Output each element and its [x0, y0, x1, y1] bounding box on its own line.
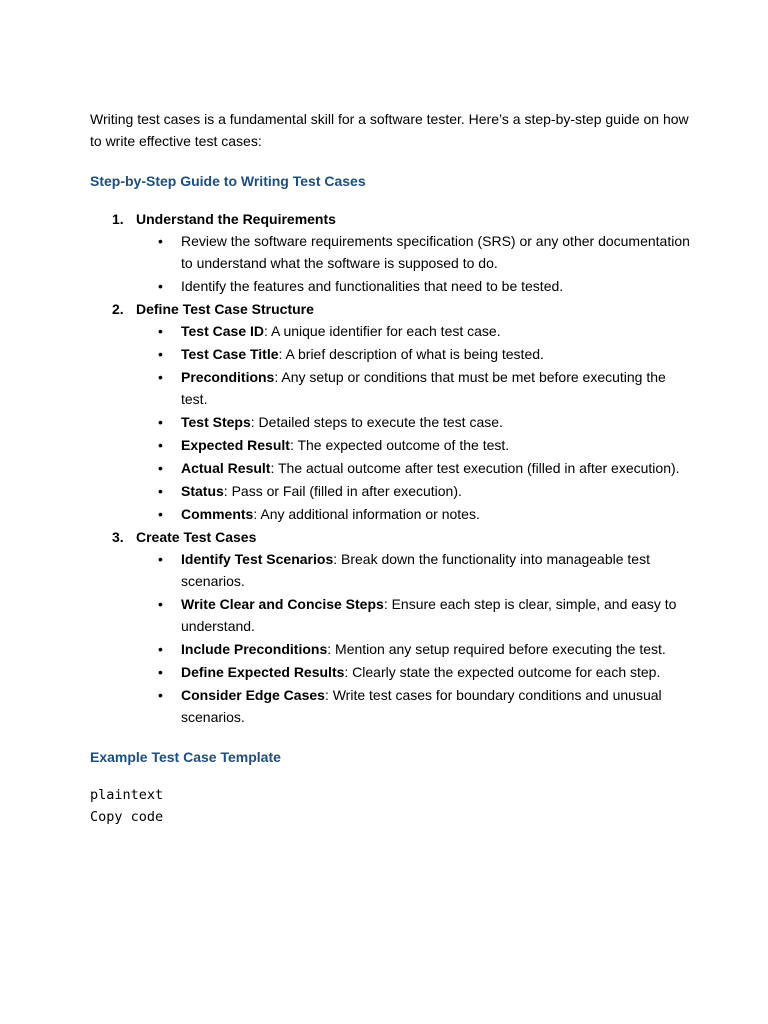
step-title: [90, 208, 690, 230]
bullet-icon: •: [158, 483, 163, 499]
item-text: : The actual outcome after test execution (filled in after execution).: [270, 460, 680, 476]
list-item: [90, 320, 690, 342]
item-text: : Any setup or conditions that must be met before executing the test.: [181, 369, 666, 407]
sub-list: [90, 230, 690, 297]
item-term: Consider Edge Cases: [181, 687, 325, 703]
code-language-label: plaintext: [90, 787, 164, 803]
bullet-icon: •: [158, 414, 163, 430]
list-item: [90, 503, 690, 525]
bullet-icon: •: [158, 437, 163, 453]
example-heading: Example Test Case Template: [90, 749, 281, 765]
step-title-text: Create Test Cases: [136, 529, 257, 545]
item-term: Test Case Title: [181, 346, 279, 362]
list-item: [90, 366, 690, 410]
item-text: : Ensure each step is clear, simple, and easy to understand.: [181, 596, 677, 634]
item-text: : Clearly state the expected outcome for each step.: [344, 664, 661, 680]
list-item: [90, 684, 690, 728]
bullet-icon: •: [158, 346, 163, 362]
item-term: Status: [181, 483, 224, 499]
list-item: [90, 434, 690, 456]
sub-list: [90, 320, 690, 525]
copy-code-button[interactable]: Copy code: [90, 809, 164, 825]
item-text: : Pass or Fail (filled in after execution).: [223, 483, 462, 499]
list-item: [90, 638, 690, 660]
item-term: Identify Test Scenarios: [181, 551, 334, 567]
bullet-icon: •: [158, 506, 163, 522]
item-text: : Mention any setup required before executing the test.: [327, 641, 666, 657]
item-text: : Break down the functionality into manageable test scenarios.: [181, 551, 650, 589]
list-item: [90, 275, 690, 297]
item-text: : Detailed steps to execute the test case.: [250, 414, 503, 430]
document-page: [90, 108, 690, 828]
guide-heading: Step-by-Step Guide to Writing Test Cases: [90, 173, 366, 189]
list-item: [90, 343, 690, 365]
item-term: Test Case ID: [181, 323, 264, 339]
step-title-text: Define Test Case Structure: [136, 301, 314, 317]
step-number: 3.: [112, 529, 124, 545]
list-item: [90, 411, 690, 433]
step-item: [90, 208, 690, 297]
step-number: 1.: [112, 211, 124, 227]
steps-list: [90, 208, 690, 728]
item-text: Review the software requirements specification (SRS) or any other documentation to understand what the software is supposed to do.: [181, 233, 690, 271]
item-term: Write Clear and Concise Steps: [181, 596, 384, 612]
bullet-icon: •: [158, 687, 163, 703]
bullet-icon: •: [158, 460, 163, 476]
item-text: : Write test cases for boundary conditions and unusual scenarios.: [181, 687, 662, 725]
step-item: [90, 298, 690, 525]
item-term: Expected Result: [181, 437, 290, 453]
bullet-icon: •: [158, 278, 163, 294]
bullet-icon: •: [158, 596, 163, 612]
bullet-icon: •: [158, 233, 163, 249]
item-term: Comments: [181, 506, 254, 522]
step-title: [90, 298, 690, 320]
list-item: [90, 661, 690, 683]
item-text: : Any additional information or notes.: [253, 506, 480, 522]
item-text: Identify the features and functionalities that need to be tested.: [181, 278, 564, 294]
item-term: Preconditions: [181, 369, 275, 385]
item-text: : A brief description of what is being tested.: [278, 346, 544, 362]
step-title-text: Understand the Requirements: [136, 211, 336, 227]
intro-paragraph: Writing test cases is a fundamental skill for a software tester. Here’s a step-by-step guide on how to write effective test cases:: [90, 111, 689, 149]
list-item: [90, 548, 690, 592]
item-text: : A unique identifier for each test case.: [264, 323, 501, 339]
item-term: Define Expected Results: [181, 664, 345, 680]
bullet-icon: •: [158, 369, 163, 385]
list-item: [90, 230, 690, 274]
bullet-icon: •: [158, 323, 163, 339]
bullet-icon: •: [158, 551, 163, 567]
list-item: [90, 593, 690, 637]
bullet-icon: •: [158, 641, 163, 657]
bullet-icon: •: [158, 664, 163, 680]
list-item: [90, 480, 690, 502]
item-term: Test Steps: [181, 414, 251, 430]
item-text: : The expected outcome of the test.: [289, 437, 510, 453]
step-number: 2.: [112, 301, 124, 317]
item-term: Actual Result: [181, 460, 271, 476]
list-item: [90, 457, 690, 479]
code-block: [90, 784, 690, 828]
step-item: [90, 526, 690, 728]
sub-list: [90, 548, 690, 728]
step-title: [90, 526, 690, 548]
item-term: Include Preconditions: [181, 641, 328, 657]
